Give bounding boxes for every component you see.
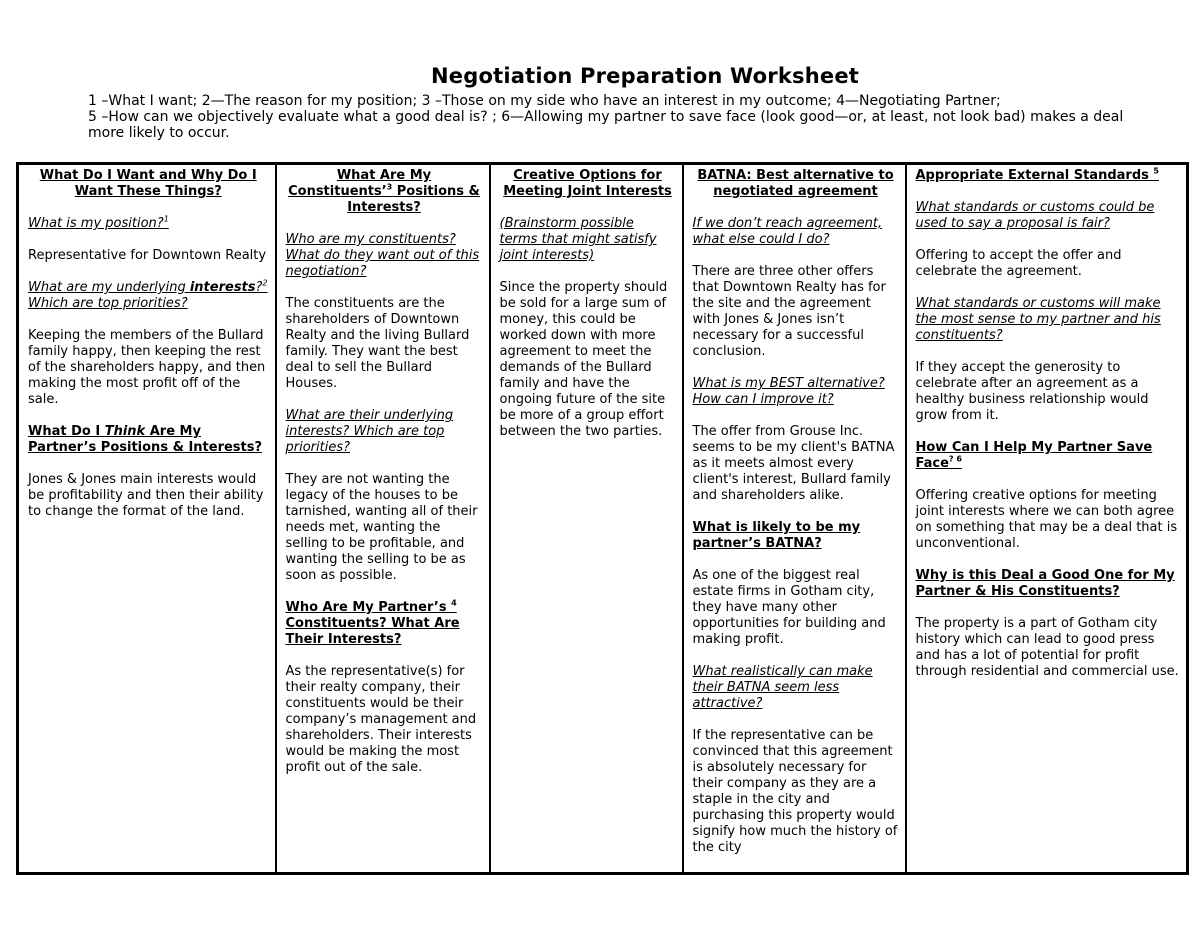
column-constituents — [276, 164, 490, 874]
worksheet-table — [16, 162, 1189, 875]
column-header: What Are My Constituents’$^3$ Positions & Interests? — [288, 168, 480, 215]
question-constituents: Who are my constituents? What do they want out of this negotiation? — [285, 232, 480, 279]
column-external-standards — [906, 164, 1188, 874]
question-partner-batna: What is likely to be my partner’s BATNA? — [692, 520, 861, 551]
column-header: Appropriate External Standards $^5$ — [915, 166, 1159, 183]
answer-less-attractive: If the representative can be convinced that this agreement is absolutely necessary for their company as they are a staple in the city and purchasing this property would signify how much the history of the city — [692, 728, 898, 855]
answer-no-agreement: There are three other offers that Downtown Realty has for the site and the agreement with Jones & Jones isn’t necessary for a successful conclusion. — [692, 264, 886, 359]
page-title: Negotiation Preparation Worksheet — [431, 64, 859, 88]
question-underlying-interests: What are their underlying interests? Which are top priorities? — [285, 408, 454, 455]
legend-line-1: 1 –What I want; 2—The reason for my position; 3 –Those on my side who have an interest in my outcome; 4—Negotiating Partner; — [88, 93, 1001, 109]
question-good-deal: Why is this Deal a Good One for My Partner & His Constituents? — [915, 568, 1175, 599]
question-partner-positions: What Do I Think Are My Partner’s Positions & Interests? — [28, 424, 263, 455]
answer-good-deal: The property is a part of Gotham city history which can lead to good press and has a lot of potential for profit through residential and commercial use. — [915, 616, 1179, 679]
question-save-face: How Can I Help My Partner Save Face$^{? 6}$ — [915, 440, 1153, 471]
answer-fair-standards: Offering to accept the offer and celebrate the agreement. — [915, 248, 1122, 279]
answer-save-face: Offering creative options for meeting joint interests where we can both agree on something that may be a deal that is unconventional. — [915, 488, 1178, 551]
legend-line-2: 5 –How can we objectively evaluate what a good deal is? ; 6—Allowing my partner to save face (look good—or, at least, not look bad) makes a deal more likely to occur. — [88, 109, 1124, 141]
answer-partner-positions: Jones & Jones main interests would be profitability and then their ability to change the format of the land. — [28, 472, 264, 519]
question-fair-standards: What standards or customs could be used to say a proposal is fair? — [915, 200, 1155, 231]
answer-underlying-interests: They are not wanting the legacy of the houses to be tarnished, wanting all of their needs met, wanting the selling to be profitable, and wanting the selling to be as soon as possible. — [285, 472, 478, 583]
column-batna — [683, 164, 906, 874]
question-partner-standards: What standards or customs will make the most sense to my partner and his constituents? — [915, 296, 1161, 343]
column-header: What Do I Want and Why Do I Want These Things? — [39, 168, 257, 199]
column-header: Creative Options for Meeting Joint Interests — [503, 168, 672, 199]
answer-best-alternative: The offer from Grouse Inc. seems to be my client's BATNA as it meets almost every client's interest, Bullard family and shareholders alike. — [692, 424, 895, 503]
column-what-i-want — [18, 164, 276, 874]
answer-partner-batna: As one of the biggest real estate firms in Gotham city, they have many other opportunities for building and making profit. — [692, 568, 886, 647]
answer-constituents: The constituents are the shareholders of Downtown Realty and the living Bullard family. They want the best deal to sell the Bullard Houses. — [285, 296, 470, 391]
legend — [88, 93, 1148, 141]
answer-partner-standards: If they accept the generosity to celebrate after an agreement as a healthy business relationship would grow from it. — [915, 360, 1149, 423]
answer-brainstorm: Since the property should be sold for a large sum of money, this could be worked down with more agreement to meet the demands of the Bullard family and have the ongoing future of the site be more of a group effort between the two parties. — [499, 280, 668, 439]
question-best-alternative: What is my BEST alternative? How can I improve it? — [692, 376, 885, 407]
answer-partner-constituents: As the representative(s) for their realty company, their constituents would be their company’s management and shareholders. Their interests would be making the most profit out of the sale. — [285, 664, 477, 775]
column-creative-options — [490, 164, 683, 874]
question-partner-constituents: Who Are My Partner’s $^4$ Constituents? What Are Their Interests? — [285, 598, 460, 647]
column-header: BATNA: Best alternative to negotiated agreement — [697, 168, 894, 199]
question-interests: What are my underlying interests?$^2$ Which are top priorities? — [28, 278, 268, 311]
answer-position: Representative for Downtown Realty — [28, 248, 267, 263]
question-position: What is my position?$^1$ — [28, 214, 169, 231]
answer-interests: Keeping the members of the Bullard family happy, then keeping the rest of the shareholders happy, and then making the most profit off of the sale. — [28, 328, 266, 407]
question-less-attractive: What realistically can make their BATNA seem less attractive? — [692, 664, 873, 711]
question-brainstorm: (Brainstorm possible terms that might satisfy joint interests) — [499, 216, 657, 263]
question-no-agreement: If we don’t reach agreement, what else could I do? — [692, 216, 883, 247]
